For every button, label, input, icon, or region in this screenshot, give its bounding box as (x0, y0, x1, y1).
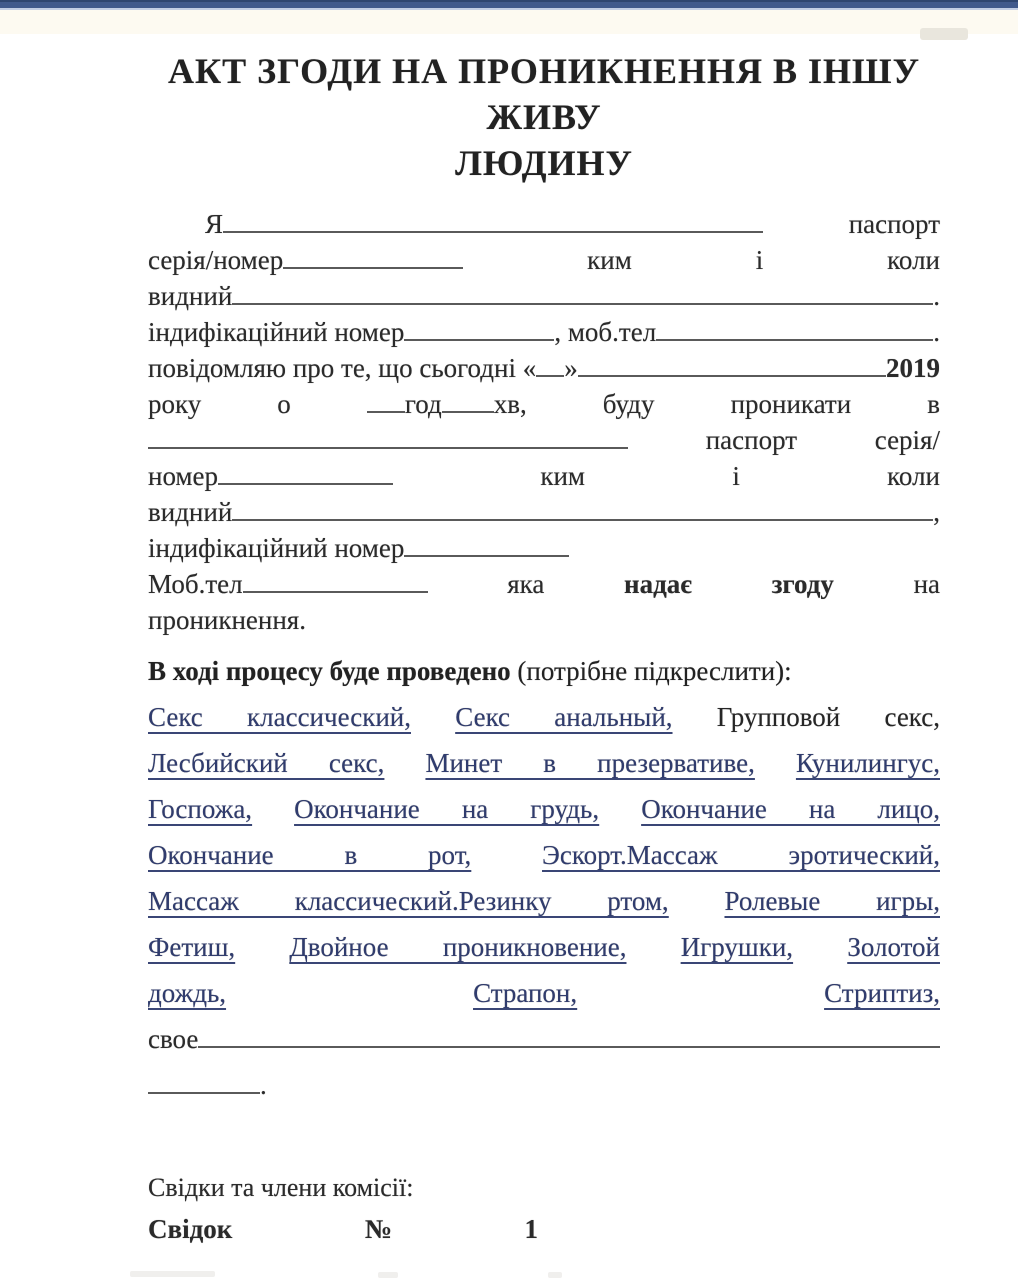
faint-artifact (378, 1272, 398, 1278)
text-segment: свое (148, 1024, 199, 1054)
form-line (148, 530, 940, 566)
text-segment: серія/номер (148, 245, 284, 275)
witness-label: Свідок (148, 1214, 233, 1244)
blank-field (198, 1026, 940, 1048)
blank-field (367, 391, 405, 413)
witness-heading: Свідки та члени комісії: (148, 1173, 414, 1202)
option-line (148, 878, 940, 924)
text-segment: Моб.тел (148, 569, 243, 599)
blank-field (148, 1072, 260, 1094)
text-segment: коли (887, 245, 940, 275)
form-line (148, 278, 940, 314)
option-item: Фетиш, (148, 932, 236, 962)
text-segment: . (933, 281, 940, 311)
text-segment: номер (148, 461, 219, 491)
text-segment: видний (148, 281, 233, 311)
option-item: Кунилингус, (795, 748, 940, 778)
form-line (148, 458, 940, 494)
blank-field (656, 319, 933, 341)
text-segment: . (933, 317, 940, 347)
form-line (148, 314, 940, 350)
text-segment: яка (507, 569, 545, 599)
field-group (148, 242, 463, 278)
text-segment: року (148, 389, 202, 419)
option-item: Секс классический, (148, 702, 411, 732)
blank-field (404, 319, 554, 341)
text-segment: ким (587, 245, 632, 275)
form-line (148, 494, 940, 530)
text-segment: буду (602, 389, 655, 419)
blank-field (232, 283, 933, 305)
text-segment: коли (887, 461, 940, 491)
blank-field (536, 355, 564, 377)
option-line (148, 970, 940, 1016)
option-item: Массаж классический.Резинку ртом, (148, 886, 669, 916)
intro-block (148, 206, 940, 638)
blank-field (404, 535, 569, 557)
document-title-line1: АКТ ЗГОДИ НА ПРОНИКНЕННЯ В ІНШУ ЖИВУ (168, 51, 920, 137)
text-segment: 2019 (886, 353, 940, 383)
text-segment: паспорт (848, 209, 940, 239)
field-group (367, 386, 527, 422)
option-line (148, 786, 940, 832)
blank-field (243, 571, 428, 593)
option-item: дождь, (148, 978, 227, 1008)
document-page (148, 34, 940, 1280)
field-group (205, 206, 763, 242)
text-segment: на (913, 569, 940, 599)
text-segment: Я (205, 209, 224, 239)
text-segment: індифікаційний номер (148, 533, 405, 563)
option-item: Эскорт.Массаж эротический, (542, 840, 940, 870)
option-item: Стриптиз, (824, 978, 940, 1008)
option-item: Ролевые игры, (724, 886, 940, 916)
document-title (148, 48, 940, 186)
text-segment: , (933, 497, 940, 527)
option-item: Окончание на грудь, (294, 794, 600, 824)
form-line (148, 386, 940, 422)
option-item-plain: Групповой секс, (716, 702, 940, 732)
section-heading (148, 648, 940, 694)
text-segment: серія/ (874, 425, 940, 455)
blank-field (223, 211, 763, 233)
option-line (148, 694, 940, 740)
window-top-bar (0, 0, 1018, 10)
blank-field (232, 499, 933, 521)
form-line (148, 242, 940, 278)
option-line (148, 740, 940, 786)
blank-field (218, 463, 393, 485)
text-segment: ким (540, 461, 585, 491)
form-line (148, 602, 940, 638)
text-segment: год (404, 389, 442, 419)
form-line (148, 422, 940, 458)
text-segment: хв, (493, 389, 527, 419)
option-item: Игрушки, (680, 932, 794, 962)
text-segment: о (277, 389, 291, 419)
faint-artifact (130, 1271, 215, 1277)
option-line (148, 924, 940, 970)
page-header-strip (0, 10, 1018, 34)
option-item: Секс анальный, (455, 702, 673, 732)
section-heading-bold: В ході процесу буде проведено (148, 656, 511, 686)
field-group (148, 566, 428, 602)
form-line (148, 1062, 940, 1108)
option-item: Госпожа, (148, 794, 253, 824)
option-item: Страпон, (473, 978, 578, 1008)
form-line (148, 566, 940, 602)
option-item: Двойное проникновение, (289, 932, 627, 962)
text-segment: надає (624, 569, 692, 599)
text-segment: » (564, 353, 578, 383)
blank-field (283, 247, 463, 269)
text-segment: паспорт (705, 425, 798, 455)
witness-number-sign: № (364, 1214, 392, 1244)
witness-row (148, 1208, 538, 1250)
text-segment: проникнення. (148, 605, 306, 635)
faint-artifact (548, 1272, 562, 1278)
option-item: Окончание в рот, (148, 840, 472, 870)
text-segment: і (755, 245, 764, 275)
field-group (148, 458, 393, 494)
form-line (148, 350, 940, 386)
text-segment: і (732, 461, 740, 491)
form-line (148, 1016, 940, 1062)
text-segment: , моб.тел (554, 317, 657, 347)
blank-field (578, 355, 886, 377)
text-segment: проникати (730, 389, 852, 419)
witness-number: 1 (524, 1214, 538, 1244)
text-segment: видний (148, 497, 233, 527)
option-item: Золотой (847, 932, 940, 962)
text-segment: індифікаційний номер (148, 317, 405, 347)
blank-field (148, 427, 628, 449)
document-title-line2: ЛЮДИНУ (455, 143, 633, 183)
option-line (148, 832, 940, 878)
options-block (148, 694, 940, 1108)
text-segment: повідомляю про те, що сьогодні « (148, 353, 537, 383)
option-item: Лесбийский секс, (148, 748, 385, 778)
text-segment: згоду (771, 569, 834, 599)
text-segment: . (260, 1070, 267, 1100)
form-line (148, 206, 940, 242)
blank-field (442, 391, 494, 413)
text-segment: в (927, 389, 940, 419)
option-item: Окончание на лицо, (641, 794, 940, 824)
option-item: Минет в презервативе, (425, 748, 755, 778)
section-heading-rest: (потрібне підкреслити): (510, 656, 792, 686)
